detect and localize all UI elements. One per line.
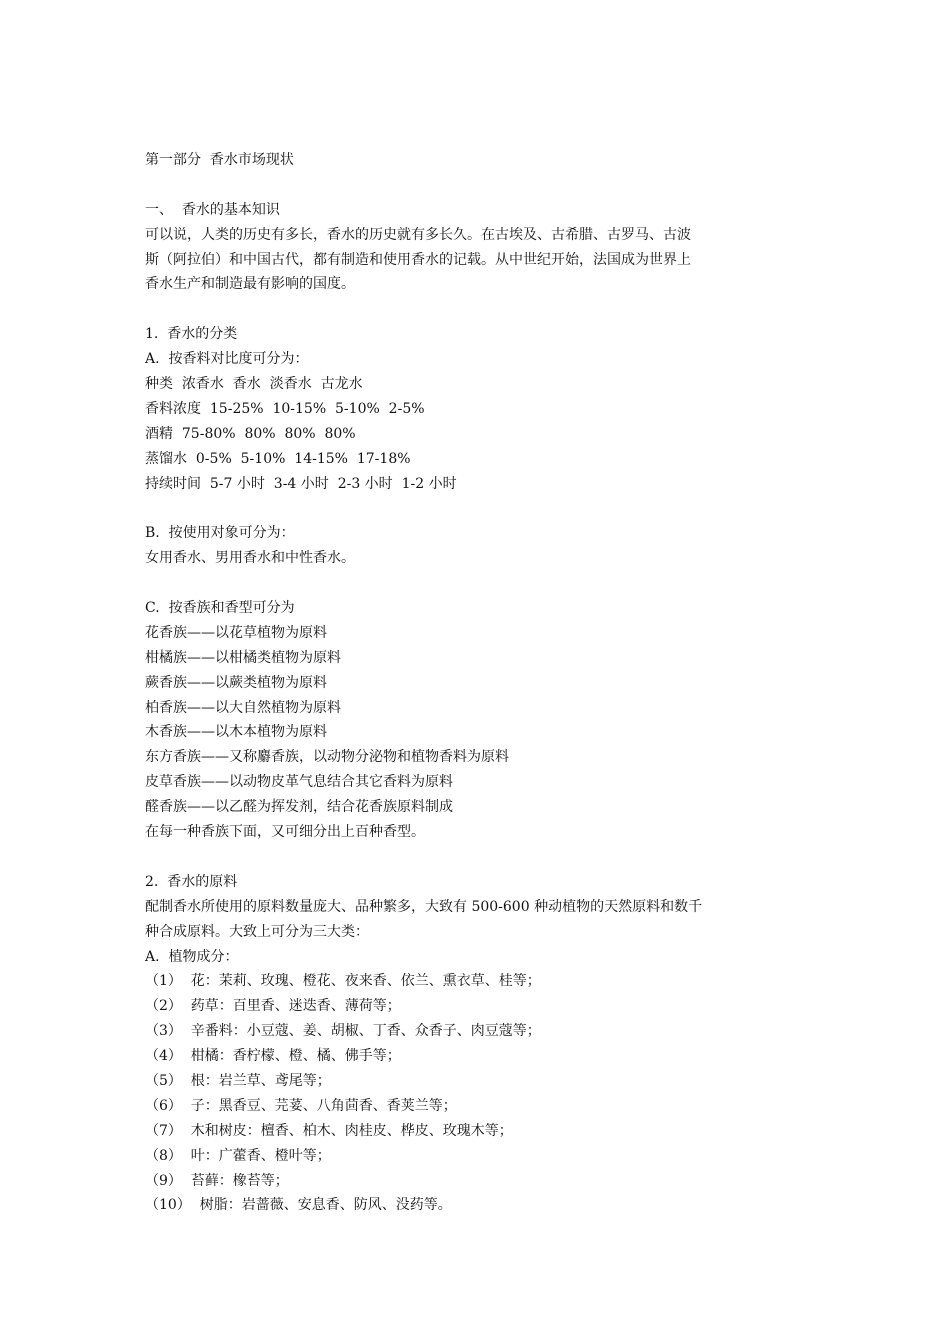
intro-paragraph-line: 斯（阿拉伯）和中国古代，都有制造和使用香水的记载。从中世纪开始，法国成为世界上 xyxy=(145,251,691,268)
intro-paragraph-line: 可以说，人类的历史有多长，香水的历史就有多长久。在古埃及、古希腊、古罗马、古波 xyxy=(145,226,691,243)
fragrance-family-item: 皮草香族——以动物皮革气息结合其它香料为原料 xyxy=(145,774,453,791)
plant-material-item: （10） 树脂：岩蔷薇、安息香、防风、没药等。 xyxy=(145,1197,452,1214)
part-title: 第一部分 香水市场现状 xyxy=(145,152,294,168)
materials-intro-line: 配制香水所使用的原料数量庞大、品种繁多，大致有 500-600 种动植物的天然原料和数千 xyxy=(145,898,703,915)
category-c-heading: C. 按香族和香型可分为 xyxy=(145,600,295,617)
spacer xyxy=(145,173,825,198)
fragrance-family-item: 花香族——以花草植物为原料 xyxy=(145,624,327,641)
plant-material-item: （8） 叶：广藿香、橙叶等； xyxy=(145,1147,331,1164)
category-b-text: 女用香水、男用香水和中性香水。 xyxy=(145,550,355,567)
spacer xyxy=(145,297,825,322)
materials-a-heading: A. 植物成分： xyxy=(145,948,239,965)
fragrance-family-item: 柑橘族——以柑橘类植物为原料 xyxy=(145,649,341,666)
concentration-table-row: 持续时间 5-7 小时 3-4 小时 2-3 小时 1-2 小时 xyxy=(145,475,457,492)
concentration-table-row: 香料浓度 15-25% 10-15% 5-10% 2-5% xyxy=(145,400,425,417)
section-heading-basics: 一、 香水的基本知识 xyxy=(145,201,280,218)
subsection-heading-classification: 1. 香水的分类 xyxy=(145,326,238,343)
concentration-table-row: 蒸馏水 0-5% 5-10% 14-15% 17-18% xyxy=(145,450,411,467)
category-b-heading: B. 按使用对象可分为： xyxy=(145,525,295,542)
fragrance-family-item: 蕨香族——以蕨类植物为原料 xyxy=(145,674,327,691)
document-page xyxy=(145,148,825,1218)
plant-material-item: （2） 药草：百里香、迷迭香、薄荷等； xyxy=(145,998,401,1015)
spacer xyxy=(145,845,825,870)
plant-material-item: （9） 苔藓：橡苔等； xyxy=(145,1172,289,1189)
fragrance-family-item: 木香族——以木本植物为原料 xyxy=(145,724,327,741)
concentration-table-row: 酒精 75-80% 80% 80% 80% xyxy=(145,425,356,442)
plant-material-item: （4） 柑橘：香柠檬、橙、橘、佛手等； xyxy=(145,1048,401,1065)
intro-paragraph-line: 香水生产和制造最有影响的国度。 xyxy=(145,276,355,293)
category-a-heading: A. 按香料对比度可分为： xyxy=(145,351,309,368)
spacer xyxy=(145,496,825,521)
fragrance-family-item: 东方香族——又称麝香族，以动物分泌物和植物香料为原料 xyxy=(145,749,509,766)
subsection-heading-materials: 2. 香水的原料 xyxy=(145,873,238,890)
plant-material-item: （7） 木和树皮：檀香、柏木、肉桂皮、桦皮、玫瑰木等； xyxy=(145,1122,513,1139)
materials-intro-line: 种合成原料。大致上可分为三大类： xyxy=(145,923,369,940)
fragrance-family-item: 柏香族——以大自然植物为原料 xyxy=(145,699,341,716)
plant-material-item: （6） 子：黑香豆、芫荽、八角茴香、香荚兰等； xyxy=(145,1097,457,1114)
plant-material-item: （3） 辛番料：小豆蔻、姜、胡椒、丁香、众香子、肉豆蔻等； xyxy=(145,1023,541,1040)
concentration-table-row: 种类 浓香水 香水 淡香水 古龙水 xyxy=(145,376,363,393)
fragrance-family-note: 在每一种香族下面，又可细分出上百种香型。 xyxy=(145,824,425,841)
plant-material-item: （1） 花：茉莉、玫瑰、橙花、夜来香、依兰、熏衣草、桂等； xyxy=(145,973,541,990)
spacer xyxy=(145,571,825,596)
plant-material-item: （5） 根：岩兰草、鸢尾等； xyxy=(145,1072,331,1089)
fragrance-family-item: 醛香族——以乙醛为挥发剂，结合花香族原料制成 xyxy=(145,799,453,816)
